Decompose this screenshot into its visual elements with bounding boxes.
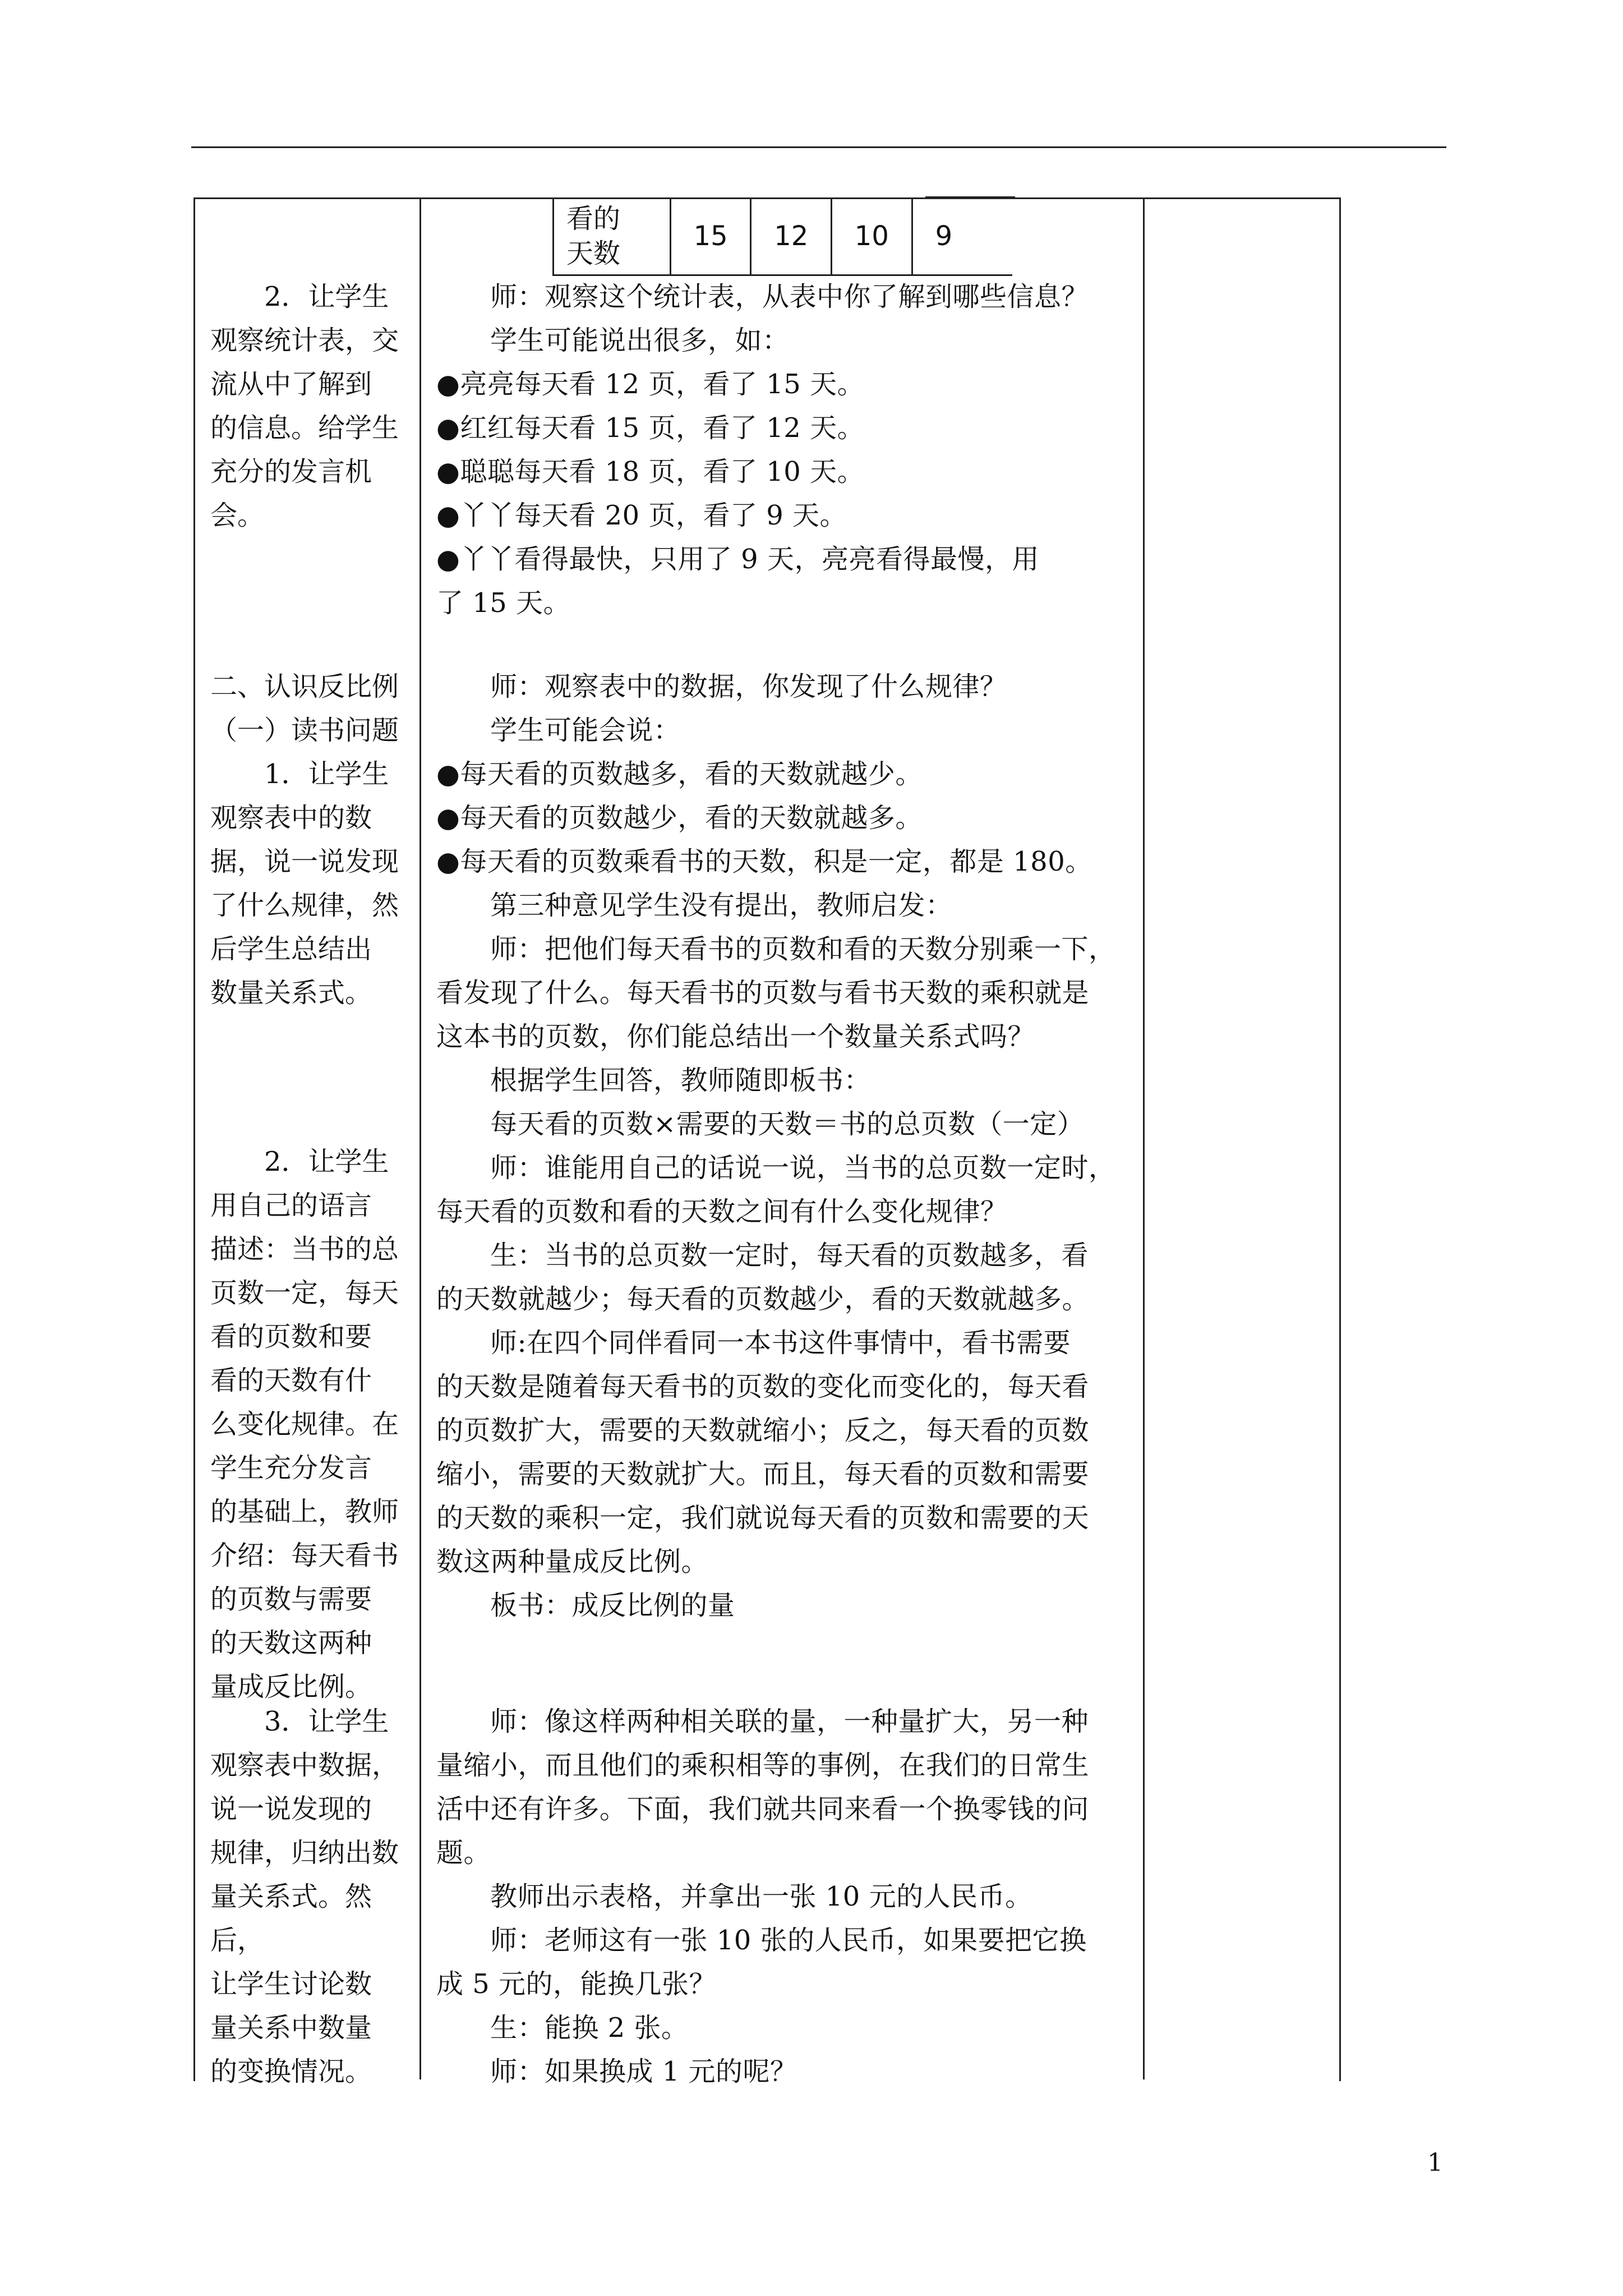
text-line: 看的天数有什 bbox=[210, 1365, 372, 1396]
text-line: 的页数扩大，需要的天数就缩小；反之，每天看的页数 bbox=[436, 1415, 1090, 1446]
text-line: 的天数这两种 bbox=[210, 1627, 372, 1659]
text-line: 的天数是随着每天看书的页数的变化而变化的，每天看 bbox=[436, 1371, 1090, 1402]
text-line: 描述：当书的总 bbox=[210, 1234, 399, 1265]
left-block-4 bbox=[210, 1700, 412, 2093]
text-line: 观察表中的数 bbox=[210, 802, 372, 834]
text-line: 介绍：每天看书 bbox=[210, 1540, 399, 1571]
table-cell: 9 bbox=[912, 197, 1012, 275]
text-line: 页数一定，每天 bbox=[210, 1277, 399, 1309]
text-line: 观察表中数据， bbox=[210, 1750, 399, 1781]
list-item: ●亮亮每天看 12 页，看了 15 天。 bbox=[436, 369, 865, 400]
page-number: 1 bbox=[1427, 2148, 1443, 2177]
header-rule bbox=[191, 146, 1446, 148]
text-line: 第三种意见学生没有提出，教师启发： bbox=[490, 890, 953, 921]
text-line: 的天数的乘积一定，我们就说每天看的页数和需要的天 bbox=[436, 1502, 1090, 1534]
text-line: 流从中了解到 bbox=[210, 369, 372, 400]
text-line: 了什么规律，然 bbox=[210, 890, 399, 921]
text-line: 这本书的页数，你们能总结出一个数量关系式吗？ bbox=[436, 1021, 1035, 1052]
list-item: ●红红每天看 15 页，看了 12 天。 bbox=[436, 412, 865, 444]
mid-section-3 bbox=[436, 1700, 1135, 2093]
text-line: 师：老师这有一张 10 张的人民币，如果要把它换 bbox=[490, 1925, 1087, 1956]
text-line: 量关系中数量 bbox=[210, 2012, 372, 2044]
text-line: 观察统计表，交 bbox=[210, 325, 399, 356]
text-line: 师：如果换成 1 元的呢？ bbox=[490, 2056, 797, 2087]
formula: 每天看的页数×需要的天数＝书的总页数（一定） bbox=[490, 1108, 1085, 1140]
text-line: 数这两种量成反比例。 bbox=[436, 1546, 709, 1577]
table-cell: 10 bbox=[832, 197, 912, 275]
text-line: 师：观察这个统计表，从表中你了解到哪些信息？ bbox=[490, 281, 1089, 312]
text-line: 2．让学生 bbox=[264, 281, 389, 312]
text-line: 了 15 天。 bbox=[436, 587, 571, 619]
row-label-line1: 看的 bbox=[566, 203, 621, 234]
column-divider-1 bbox=[419, 197, 421, 2079]
left-block-3 bbox=[210, 1140, 412, 1709]
text-line: 规律，归纳出数 bbox=[210, 1837, 399, 1869]
text-line: 成 5 元的，能换几张？ bbox=[436, 1968, 717, 2000]
section-title: 二、认识反比例 bbox=[210, 671, 399, 702]
text-line: 量缩小，而且他们的乘积相等的事例，在我们的日常生 bbox=[436, 1750, 1090, 1781]
left-block-2 bbox=[210, 665, 412, 1015]
list-item: ●每天看的页数越少，看的天数就越多。 bbox=[436, 802, 923, 834]
table-cell: 15 bbox=[670, 197, 751, 275]
text-line: 数量关系式。 bbox=[210, 977, 372, 1009]
subsection-title: （一）读书问题 bbox=[210, 715, 399, 746]
text-line: 看的页数和要 bbox=[210, 1321, 372, 1352]
text-line: 生：能换 2 张。 bbox=[490, 2012, 689, 2044]
text-line: 学生可能会说： bbox=[490, 715, 681, 746]
text-line: 学生可能说出很多，如： bbox=[490, 325, 790, 356]
text-line: 活中还有许多。下面，我们就共同来看一个换零钱的问 bbox=[436, 1793, 1090, 1825]
text-line: 的页数与需要 bbox=[210, 1584, 372, 1615]
text-line: 师：把他们每天看书的页数和看的天数分别乘一下， bbox=[490, 933, 1116, 965]
text-line: 师：谁能用自己的话说一说，当书的总页数一定时， bbox=[490, 1152, 1116, 1184]
list-item: ●每天看的页数越多，看的天数就越少。 bbox=[436, 758, 923, 790]
text-line: 2．让学生 bbox=[264, 1146, 389, 1177]
list-item: ●聪聪每天看 18 页，看了 10 天。 bbox=[436, 456, 865, 487]
text-line: 么变化规律。在 bbox=[210, 1409, 399, 1440]
text-line: 教师出示表格，并拿出一张 10 元的人民币。 bbox=[490, 1881, 1032, 1912]
mid-section-1 bbox=[436, 275, 1135, 625]
text-line: 根据学生回答，教师随即板书： bbox=[490, 1065, 872, 1096]
text-line: 后学生总结出 bbox=[210, 933, 372, 965]
text-line: 量关系式。然后， bbox=[210, 1881, 372, 1956]
text-line: 的变换情况。 bbox=[210, 2056, 372, 2087]
text-line: 生：当书的总页数一定时，每天看的页数越多，看 bbox=[490, 1240, 1089, 1271]
text-line: 量成反比例。 bbox=[210, 1671, 372, 1703]
text-line: 的基础上，教师 bbox=[210, 1496, 399, 1527]
reading-days-table bbox=[552, 197, 1012, 276]
text-line: 用自己的语言 bbox=[210, 1190, 372, 1221]
text-line: 学生充分发言 bbox=[210, 1452, 372, 1484]
text-line: 1．让学生 bbox=[264, 758, 389, 790]
text-line: 看发现了什么。每天看书的页数与看书天数的乘积就是 bbox=[436, 977, 1090, 1009]
table-cell: 12 bbox=[751, 197, 832, 275]
list-item: ●丫丫看得最快，只用了 9 天，亮亮看得最慢，用 bbox=[436, 544, 1039, 575]
table-row bbox=[554, 197, 1013, 275]
text-line: 的信息。给学生 bbox=[210, 412, 399, 444]
text-line: 师：观察表中的数据，你发现了什么规律？ bbox=[490, 671, 1007, 702]
text-line: 缩小，需要的天数就扩大。而且，每天看的页数和需要 bbox=[436, 1458, 1090, 1490]
text-line: 说一说发现的 bbox=[210, 1793, 372, 1825]
text-line: 据，说一说发现 bbox=[210, 846, 399, 877]
text-line: 的天数就越少；每天看的页数越少，看的天数就越多。 bbox=[436, 1283, 1090, 1315]
list-item: ●丫丫每天看 20 页，看了 9 天。 bbox=[436, 500, 847, 531]
text-line: 师：像这样两种相关联的量，一种量扩大，另一种 bbox=[490, 1706, 1089, 1737]
text-line: 3．让学生 bbox=[264, 1706, 389, 1737]
row-label-line2: 天数 bbox=[566, 237, 621, 269]
text-line: 让学生讨论数 bbox=[210, 1968, 372, 2000]
column-divider-2 bbox=[1143, 197, 1145, 2079]
row-label bbox=[554, 197, 671, 275]
text-line: 每天看的页数和看的天数之间有什么变化规律？ bbox=[436, 1196, 1008, 1227]
text-line: 充分的发言机 bbox=[210, 456, 372, 487]
board-writing: 板书：成反比例的量 bbox=[490, 1590, 735, 1621]
mid-section-2 bbox=[436, 665, 1135, 1627]
text-line: 师:在四个同伴看同一本书这件事情中，看书需要 bbox=[490, 1327, 1071, 1359]
list-item: ●每天看的页数乘看书的天数，积是一定，都是 180。 bbox=[436, 846, 1092, 877]
text-line: 会。 bbox=[210, 500, 265, 531]
left-block-1 bbox=[210, 275, 412, 537]
text-line: 题。 bbox=[436, 1837, 491, 1869]
